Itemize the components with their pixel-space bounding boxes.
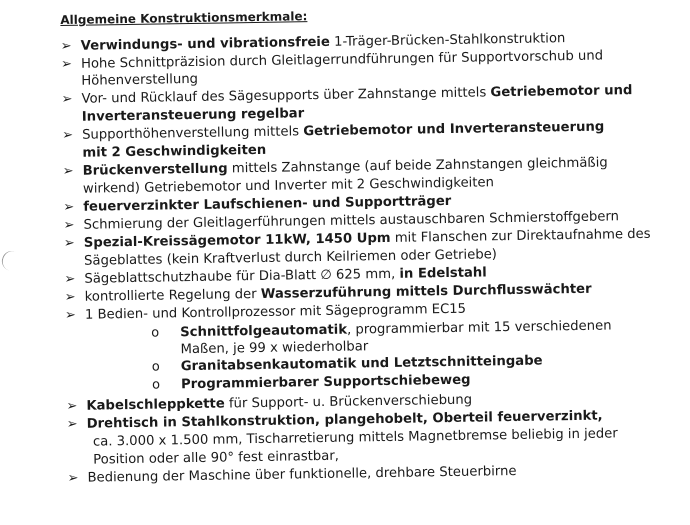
arrow-bullet-icon: ➢ <box>64 289 76 306</box>
feature-text <box>85 302 466 324</box>
bold-text-segment: Brückenverstellung <box>82 161 228 179</box>
bold-text-segment: Getriebemotor und <box>490 83 633 101</box>
arrow-bullet-icon: ➢ <box>63 199 75 216</box>
text-segment: 1 Bedien- und Kontrollprozessor mit Sägeprogramm EC15 <box>84 301 467 323</box>
circle-bullet-icon: o <box>151 359 160 375</box>
bold-text-segment: mit 2 Geschwindigkeiten <box>82 142 267 161</box>
text-segment: Sägeblattes (kein Kraftverlust durch Keilriemen oder Getriebe) <box>83 247 498 269</box>
arrow-bullet-icon: ➢ <box>62 163 74 180</box>
arrow-bullet-icon: ➢ <box>60 38 72 55</box>
arrow-bullet-icon: ➢ <box>63 235 75 252</box>
text-segment: ca. 3.000 x 1.500 mm, Tischarretierung mittels Magnetbremse beliebig in jeder <box>92 426 618 450</box>
scan-edge-mark <box>0 248 18 271</box>
bold-text-segment: Kabelschleppkette <box>86 396 225 414</box>
text-segment: wirkend) Getriebemotor und Inverter mit 2 Geschwindigkeiten <box>82 175 495 197</box>
text-segment: Bedienung der Maschine über funktionelle, drehbare Steuerbirne <box>87 463 517 486</box>
text-segment: 1-Träger-Brücken-Stahlkonstruktion <box>329 31 566 50</box>
feature-text <box>180 318 612 341</box>
text-segment: Sägeblattschutzhaube für Dia-Blatt ∅ 625 mm, <box>84 266 400 287</box>
bold-text-segment: Wasserzuführung mittels Durchflusswächter <box>260 281 592 302</box>
text-segment: , programmierbar mit 15 verschiedenen <box>346 318 612 338</box>
circle-bullet-icon: o <box>151 325 160 341</box>
arrow-bullet-icon: ➢ <box>64 271 76 288</box>
section-heading: Allgemeine Konstruktionsmerkmale: <box>60 9 308 28</box>
arrow-bullet-icon: ➢ <box>60 56 73 73</box>
arrow-bullet-icon: ➢ <box>66 416 78 433</box>
text-segment: Schmierung der Gleitlagerführungen mittels austauschbaren Schmierstoffgebern <box>83 209 620 233</box>
circle-bullet-icon: o <box>151 377 161 393</box>
bold-text-segment: Granitabsenkautomatik und Letztschnitteingabe <box>180 353 543 375</box>
text-segment: für Support- u. Brückenverschiebung <box>224 392 473 412</box>
arrow-bullet-icon: ➢ <box>66 398 78 415</box>
arrow-bullet-icon: ➢ <box>67 470 79 486</box>
text-segment: Höhenverstellung <box>81 71 199 89</box>
text-segment: mittels Zahnstange (auf beide Zahnstangen gleichmäßig <box>227 155 608 177</box>
bold-text-segment: Schnittfolgeautomatik <box>180 322 348 341</box>
text-segment: mit Flanschen zur Direktaufnahme des <box>390 226 651 246</box>
arrow-bullet-icon: ➢ <box>63 217 75 234</box>
feature-text <box>82 143 266 162</box>
bold-text-segment: Spezial-Kreissägemotor 11kW, 1450 Upm <box>83 230 391 251</box>
arrow-bullet-icon: ➢ <box>61 91 73 108</box>
text-segment: Maßen, je 99 x wiederholbar <box>180 339 369 358</box>
feature-text <box>93 449 339 469</box>
bold-text-segment: Inverteransteuerung regelbar <box>81 106 305 125</box>
text-segment: Hohe Schnittpräzision durch Gleitlagerrundführungen für Supportvorschub und <box>80 48 604 72</box>
bold-text-segment: Programmierbarer Supportschiebeweg <box>180 372 471 393</box>
bold-text-segment: feuerverzinkter Laufschienen- und Supportträger <box>83 193 452 215</box>
feature-text <box>82 106 305 125</box>
bold-text-segment: Drehtisch in Stahlkonstruktion, plangehobelt, Oberteil feuerverzinkt, <box>86 408 603 432</box>
text-segment: Vor- und Rücklauf des Sägesupports über Zahnstange mittels <box>81 85 491 107</box>
text-segment: Position oder alle 90° fest einrastbar, <box>93 448 340 468</box>
arrow-bullet-icon: ➢ <box>64 307 76 324</box>
arrow-bullet-icon: ➢ <box>62 127 74 144</box>
feature-text <box>81 72 198 90</box>
text-segment: Supporthöhenverstellung mittels <box>82 124 304 143</box>
bold-text-segment: in Edelstahl <box>399 265 487 282</box>
feature-text <box>181 373 471 394</box>
bold-text-segment: Getriebemotor und Inverteransteuerung <box>303 119 605 140</box>
feature-text <box>180 339 368 358</box>
text-segment: kontrollierte Regelung der <box>84 286 261 305</box>
bold-text-segment: Verwindungs- und vibrationsfreie <box>80 34 330 54</box>
